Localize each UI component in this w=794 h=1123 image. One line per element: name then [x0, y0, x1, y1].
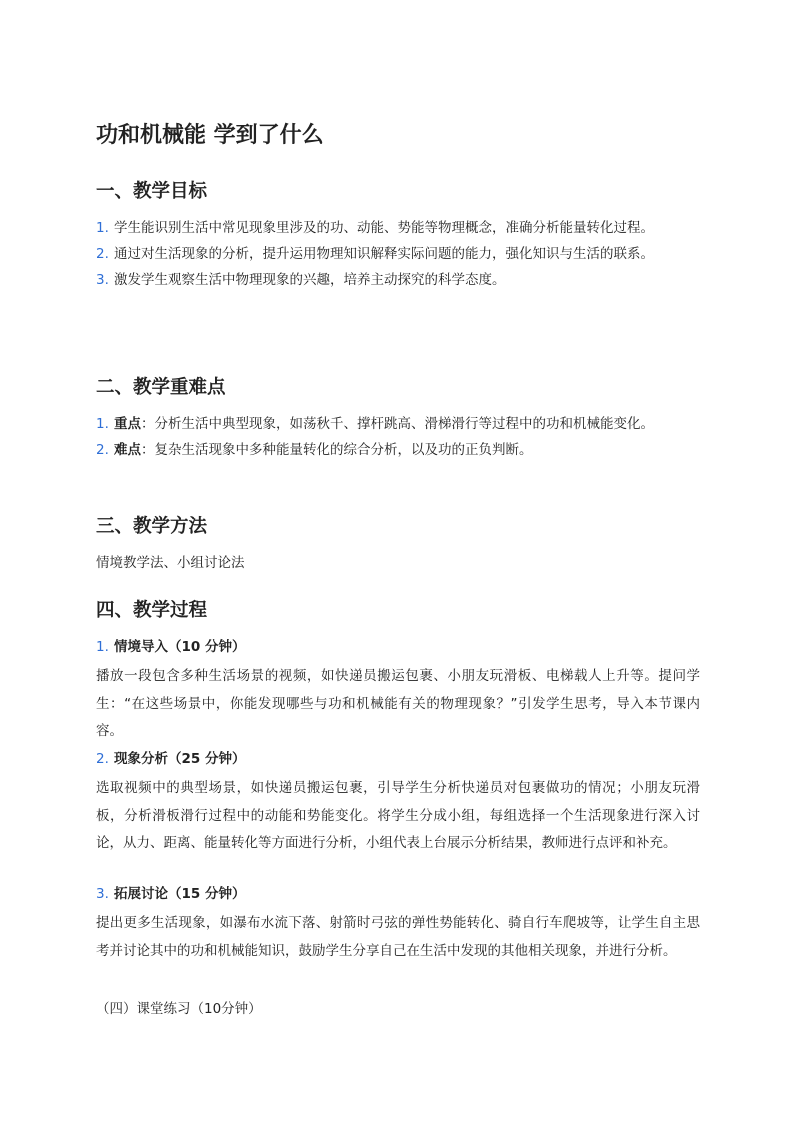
list-item: [96, 437, 700, 463]
list-number: 2.: [96, 246, 109, 262]
list-item: [96, 411, 700, 437]
process-step-text: 选取视频中的典型场景，如快递员搬运包裹，引导学生分析快递员对包裹做功的情况；小朋友玩滑板，分析滑板滑行过程中的动能和势能变化。将学生分成小组，每组选择一个生活现象进行深入讨论，从力、距离、能量转化等方面进行分析，小组代表上台展示分析结果，教师进行点评和补充。: [96, 780, 700, 851]
section-heading-goals: 一、教学目标: [96, 181, 208, 202]
label-separator: ：: [141, 442, 155, 458]
process-step-heading: [96, 635, 246, 659]
label-separator: ：: [141, 416, 155, 432]
process-step-text: 播放一段包含多种生活场景的视频，如快递员搬运包裹、小朋友玩滑板、电梯载人上升等。提问学生：“在这些场景中，你能发现哪些与功和机械能有关的物理现象？”引发学生思考，导入本节课内容。: [96, 668, 700, 739]
list-text: 通过对生活现象的分析，提升运用物理知识解释实际问题的能力，强化知识与生活的联系。: [114, 246, 654, 262]
step-number: 2.: [96, 751, 109, 767]
section-heading-process: 四、教学过程: [96, 600, 208, 621]
goals-list: [96, 215, 700, 293]
process-step-heading: [96, 882, 246, 906]
difficult-point-label: 难点: [114, 442, 141, 458]
list-number: 1.: [96, 416, 109, 432]
list-text: 学生能识别生活中常见现象里涉及的功、动能、势能等物理概念，准确分析能量转化过程。: [114, 220, 654, 236]
step-title: 情境导入（10 分钟）: [114, 639, 246, 655]
list-number: 2.: [96, 442, 109, 458]
step-number: 1.: [96, 639, 109, 655]
step-title: 现象分析（25 分钟）: [114, 751, 246, 767]
section-heading-methods: 三、教学方法: [96, 516, 208, 537]
methods-text: 情境教学法、小组讨论法: [96, 555, 245, 571]
list-item: [96, 241, 700, 267]
step-number: 3.: [96, 886, 109, 902]
process-step-text: 提出更多生活现象，如瀑布水流下落、射箭时弓弦的弹性势能转化、骑自行车爬坡等，让学生自主思考并讨论其中的功和机械能知识，鼓励学生分享自己在生活中发现的其他相关现象，并进行分析。: [96, 915, 700, 959]
process-step-heading: [96, 747, 246, 771]
exercise-subheading: （四）课堂练习（10分钟）: [96, 1001, 262, 1017]
key-points-list: [96, 411, 700, 463]
list-number: 1.: [96, 220, 109, 236]
list-text: [114, 411, 700, 437]
document-title: 功和机械能 学到了什么: [96, 123, 324, 148]
section-heading-key-points: 二、教学重难点: [96, 377, 226, 398]
list-item: [96, 267, 700, 293]
list-text: 激发学生观察生活中物理现象的兴趣，培养主动探究的科学态度。: [114, 272, 506, 288]
list-item: [96, 215, 700, 241]
step-title: 拓展讨论（15 分钟）: [114, 886, 246, 902]
key-point-text: 分析生活中典型现象，如荡秋千、撑杆跳高、滑梯滑行等过程中的功和机械能变化。: [154, 416, 654, 432]
list-text: [114, 437, 700, 463]
list-number: 3.: [96, 272, 109, 288]
key-point-label: 重点: [114, 416, 141, 432]
difficult-point-text: 复杂生活现象中多种能量转化的综合分析，以及功的正负判断。: [154, 442, 533, 458]
